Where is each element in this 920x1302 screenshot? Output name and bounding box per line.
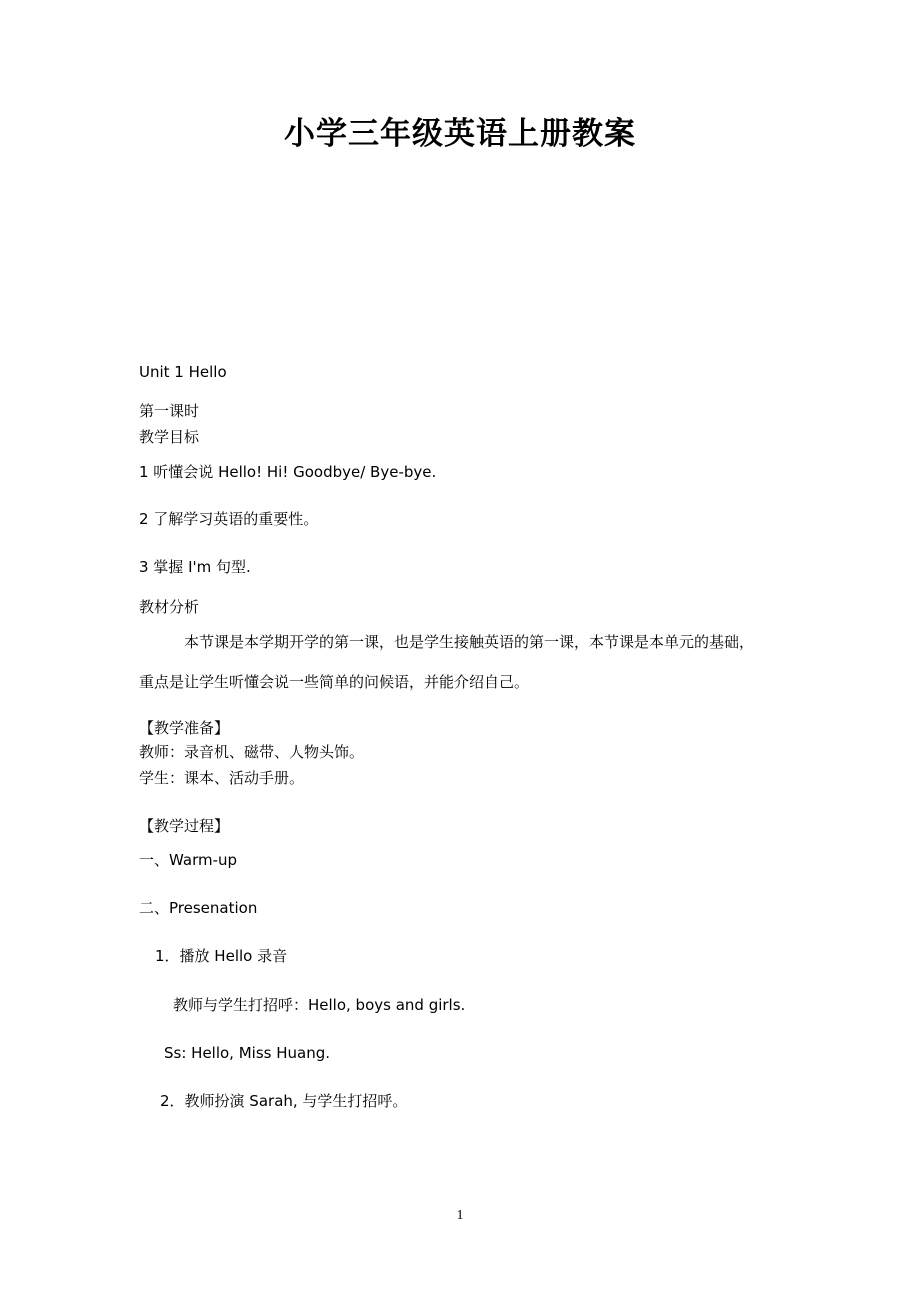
analysis-paragraph-line-1: 本节课是本学期开学的第一课，也是学生接触英语的第一课，本节课是本单元的基础， (184, 633, 755, 651)
objective-item-3: 3 掌握 I'm 句型. (139, 558, 251, 576)
prep-heading: 【教学准备】 (139, 719, 230, 737)
objectives-heading: 教学目标 (139, 428, 200, 446)
page-number: 1 (456, 1208, 464, 1223)
step-presentation: 二、Presenation (139, 899, 258, 917)
analysis-paragraph-line-2: 重点是让学生听懂会说一些简单的问候语，并能介绍自己。 (139, 673, 530, 691)
process-heading: 【教学过程】 (139, 817, 230, 835)
objective-item-2: 2 了解学习英语的重要性。 (139, 510, 319, 528)
objective-item-1: 1 听懂会说 Hello! Hi! Goodbye/ Bye-bye. (139, 463, 437, 481)
sub-step-1-students: Ss: Hello, Miss Huang. (164, 1044, 330, 1062)
lesson-label: 第一课时 (139, 402, 200, 420)
prep-teacher: 教师：录音机、磁带、人物头饰。 (139, 743, 365, 761)
prep-student: 学生：课本、活动手册。 (139, 769, 305, 787)
sub-step-1-teacher: 教师与学生打招呼：Hello, boys and girls. (173, 996, 466, 1014)
unit-heading: Unit 1 Hello (139, 363, 227, 381)
sub-step-1: 1．播放 Hello 录音 (155, 947, 288, 965)
sub-step-2: 2．教师扮演 Sarah, 与学生打招呼。 (160, 1092, 408, 1110)
analysis-heading: 教材分析 (139, 598, 200, 616)
step-warm-up: 一、Warm-up (139, 851, 238, 869)
page-title: 小学三年级英语上册教案 (284, 116, 636, 152)
